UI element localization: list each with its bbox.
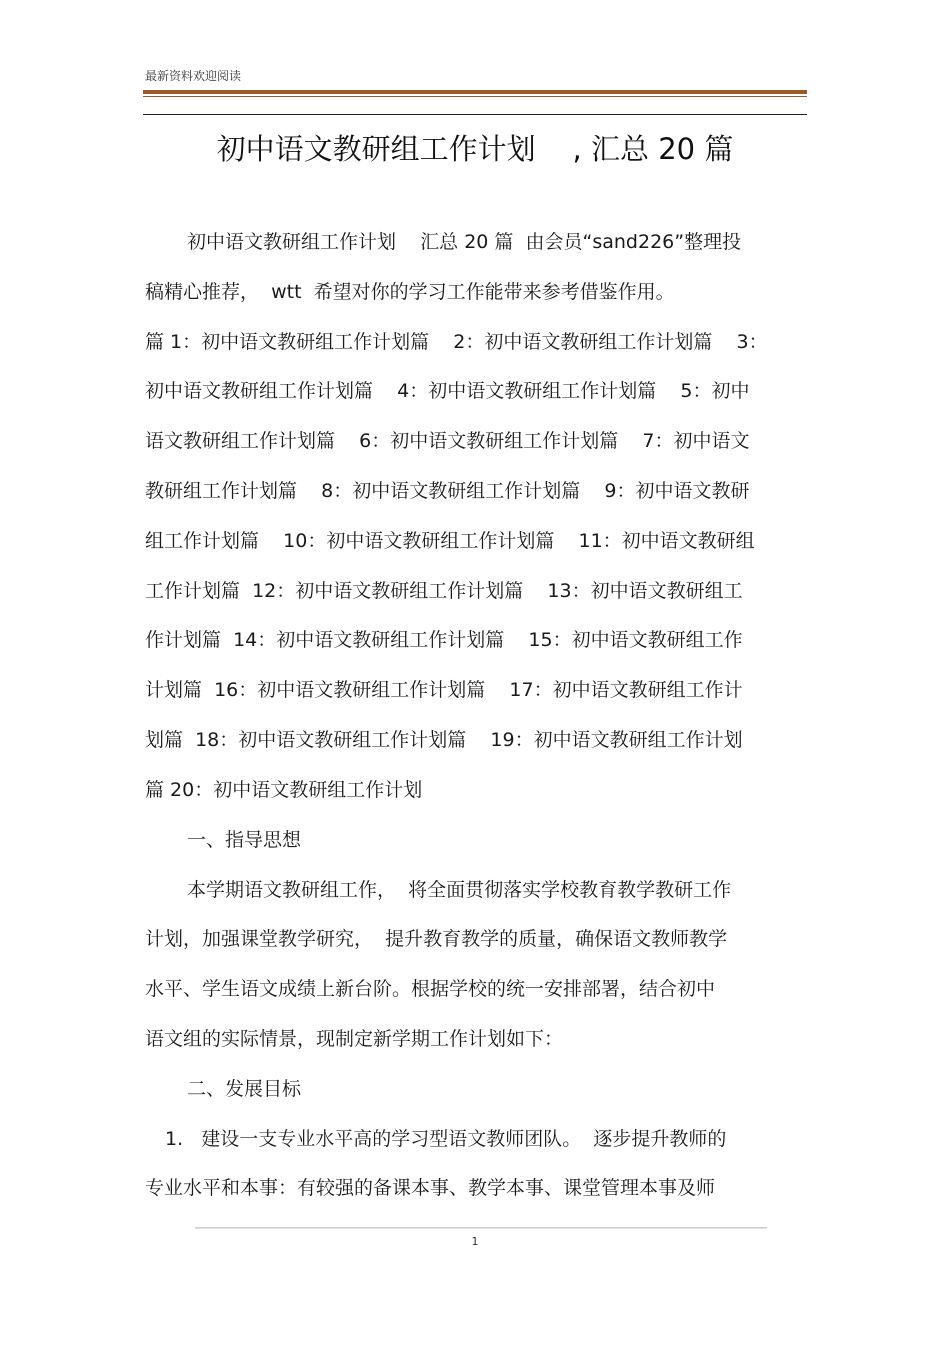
body-line: 计划，加强课堂教学研究， 提升教育教学的质量，确保语文教师教学: [145, 928, 728, 950]
title-rule: [143, 114, 807, 115]
body-line: 划篇 18：初中语文教研组工作计划篇 19：初中语文教研组工作计划: [145, 729, 743, 751]
footer-rule: [195, 1227, 767, 1229]
body-line: 组工作计划篇 10：初中语文教研组工作计划篇 11：初中语文教研组: [145, 530, 755, 552]
list-item: 1. 建设一支专业水平高的学习型语文教师团队。 逐步提升教师的: [165, 1128, 727, 1150]
body-line: 计划篇 16：初中语文教研组工作计划篇 17：初中语文教研组工作计: [145, 679, 743, 701]
body-line: 篇 1：初中语文教研组工作计划篇 2：初中语文教研组工作计划篇 3：: [145, 331, 768, 353]
header-rule: [143, 90, 807, 94]
body-line: 工作计划篇 12：初中语文教研组工作计划篇 13：初中语文教研组工: [145, 580, 743, 602]
body-line: 教研组工作计划篇 8：初中语文教研组工作计划篇 9：初中语文教研: [145, 480, 750, 502]
document-title: 初中语文教研组工作计划 , 汇总 20 篇: [216, 132, 734, 166]
body-line: 作计划篇 14：初中语文教研组工作计划篇 15：初中语文教研组工作: [145, 629, 743, 651]
page-number: 1: [471, 1235, 479, 1248]
body-line: 本学期语文教研组工作， 将全面贯彻落实学校教育教学教研工作: [187, 879, 732, 901]
section-heading: 一、指导思想: [187, 829, 302, 851]
header-text: 最新资料欢迎阅读: [145, 69, 242, 83]
body-line: 水平、学生语文成绩上新台阶。根据学校的统一安排部署，结合初中: [145, 978, 716, 1000]
body-line: 专业水平和本事：有较强的备课本事、教学本事、课堂管理本事及师: [145, 1177, 716, 1199]
body-line: 语文教研组工作计划篇 6：初中语文教研组工作计划篇 7：初中语文: [145, 430, 750, 452]
body-line: 篇 20：初中语文教研组工作计划: [145, 779, 423, 801]
header-rule-thin: [143, 96, 807, 97]
body-line: 初中语文教研组工作计划 汇总 20 篇 由会员“sand226”整理投: [187, 231, 742, 253]
section-heading: 二、发展目标: [187, 1078, 302, 1100]
body-line: 稿精心推荐， wtt 希望对你的学习工作能带来参考借鉴作用。: [145, 281, 675, 303]
body-line: 初中语文教研组工作计划篇 4：初中语文教研组工作计划篇 5：初中: [145, 380, 750, 402]
body-line: 语文组的实际情景，现制定新学期工作计划如下：: [145, 1028, 564, 1050]
